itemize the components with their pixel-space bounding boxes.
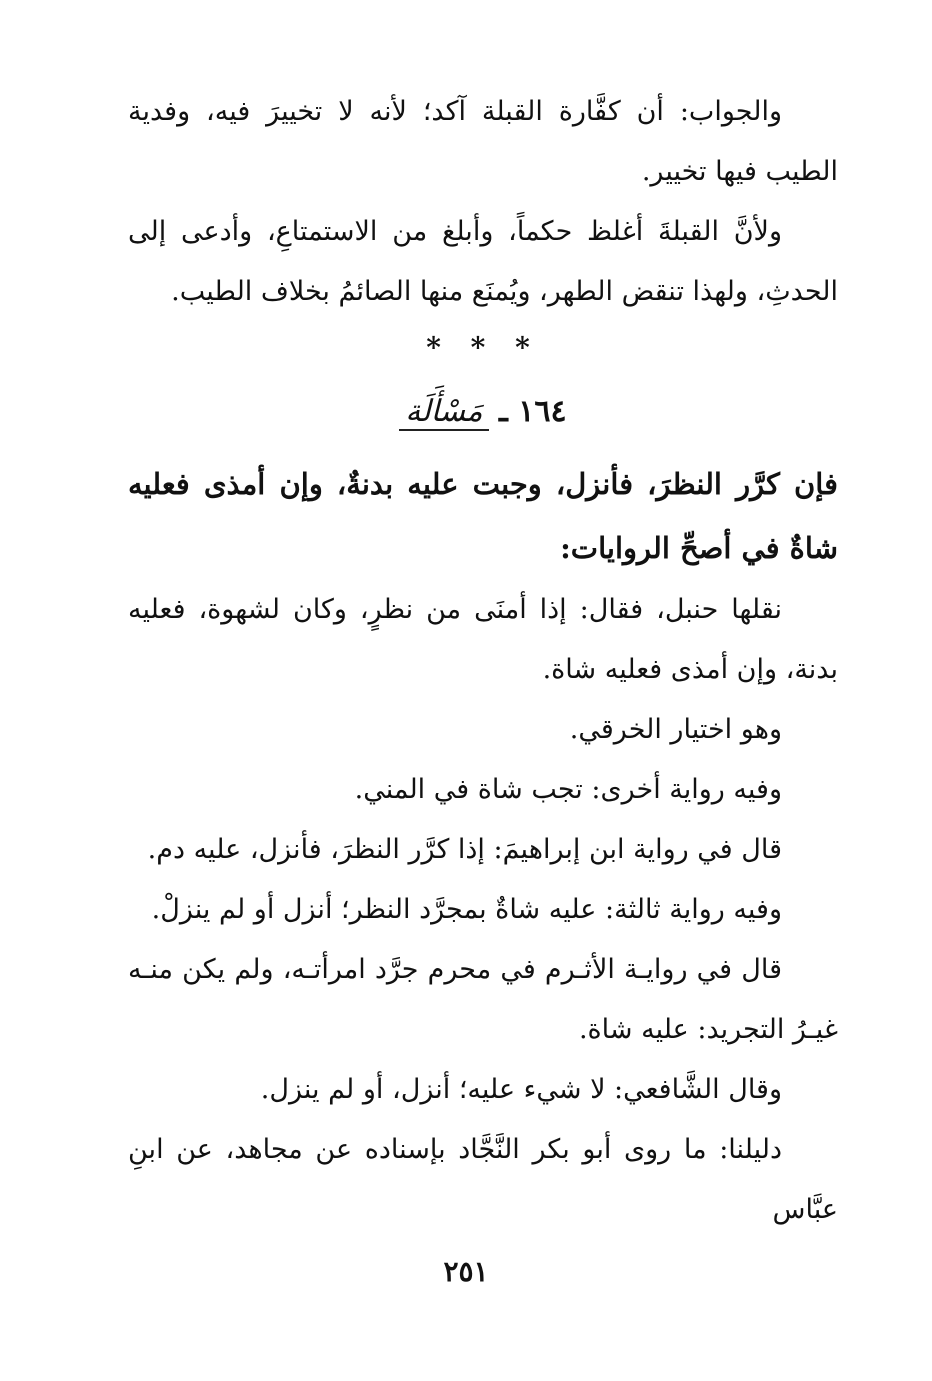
paragraph-kiss-ruling: ولأنَّ القبلةَ أغلظ حكماً، وأبلغ من الاستمتاعِ، وأدعى إلى الحدثِ، ولهذا تنقض الطهر، ويُمنَع منها الصائمُ بخلاف الطيب. [128,216,838,307]
paragraph-khiraqi: وهو اختيار الخرقي. [569,714,782,745]
page-number: ٢٥١ [443,1255,489,1288]
paragraph-third-narration: وفيه رواية ثالثة: عليه شاةٌ بمجرَّد النظر؛ أنزل أو لم ينزلْ. [151,894,782,925]
paragraph-answer: والجواب: أن كفَّارة القبلة آكد؛ لأنه لا تخييرَ فيه، وفدية الطيب فيها تخيير. [128,96,838,187]
paragraph-second-narration: وفيه رواية أخرى: تجب شاة في المني. [354,774,782,805]
section-separator: * * * [426,331,540,364]
paragraph-athram: قال في روايـة الأثـرم في محرم جرَّد امرأتـه، ولم يكن منـه غيـرُ التجريد: عليه شاة. [128,954,838,1045]
paragraph-evidence: دليلنا: ما روى أبو بكر النَّجَّاد بإسناده عن مجاهد، عن ابنِ عبَّاس [128,1134,838,1225]
paragraph-hanbal: نقلها حنبل، فقال: إذا أمنَى من نظرٍ، وكان لشهوة، فعليه بدنة، وإن أمذى فعليه شاة. [128,594,838,685]
issue-dash: ـ [499,394,508,429]
issue-question: فإن كرَّر النظرَ، فأنزل، وجبت عليه بدنةٌ، وإن أمذى فعليه شاةٌ في أصحِّ الروايات: [128,467,838,565]
issue-heading [128,382,838,452]
issue-title: مَسْأَلَة [399,394,488,431]
issue-number: ١٦٤ [518,394,567,429]
paragraph-shafii: وقال الشَّافعي: لا شيء عليه؛ أنزل، أو لم ينزل. [260,1074,782,1105]
paragraph-ibn-ibrahim: قال في رواية ابن إبراهيمَ: إذا كرَّر النظرَ، فأنزل، عليه دم. [147,834,782,865]
page-body [128,82,838,1240]
